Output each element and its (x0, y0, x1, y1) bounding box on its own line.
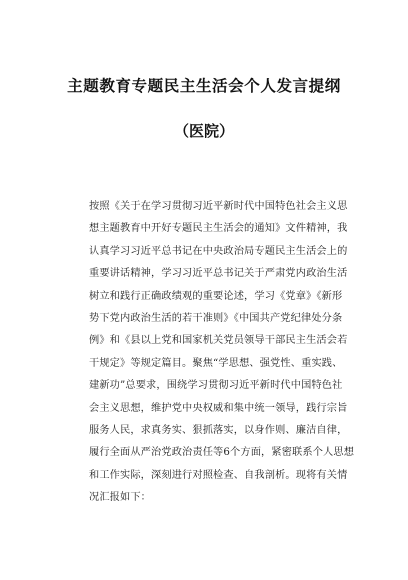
body-line: 履行全面从严治党政治责任等6个方面，紧密联系个人思想 (89, 447, 355, 459)
body-line: 按照《关于在学习贯彻习近平新时代中国特色社会主义思 (89, 201, 348, 212)
body-line: 认真学习习近平总书记在中央政治局专题民主生活会上的 (89, 245, 348, 257)
body-line: 况汇报如下： (89, 492, 152, 504)
body-line: 和工作实际，深刻进行对照检查、自我剖析。现将有关情 (89, 469, 348, 481)
body-line: 例》和《县以上党和国家机关党员领导干部民主生活会若 (89, 335, 348, 347)
body-line: 服务人民，求真务实、狠抓落实，以身作则、廉洁自律， (89, 424, 348, 436)
body-paragraph (89, 196, 355, 509)
body-line: 势下党内政治生活的若干准则》《中国共产党纪律处分条 (89, 312, 343, 324)
body-line: 重要讲话精神，学习习近平总书记关于严肃党内政治生活 (89, 268, 348, 280)
body-line: 建新功”总要求，围绕学习贯彻习近平新时代中国特色社 (89, 380, 343, 392)
document-title: 主题教育专题民主生活会个人发言提纲 (67, 77, 341, 95)
body-line: 会主义思想，维护党中央权威和集中统一领导，践行宗旨 (89, 402, 348, 414)
body-line: 想主题教育中开好专题民主生活会的通知》文件精神，我 (89, 223, 348, 235)
document-subtitle: （医院） (173, 122, 234, 140)
body-line: 干规定》等规定篇目。聚焦“学思想、强党性、重实践、 (89, 357, 343, 369)
body-line: 树立和践行正确政绩观的重要论述，学习《党章》《新形 (89, 290, 343, 302)
